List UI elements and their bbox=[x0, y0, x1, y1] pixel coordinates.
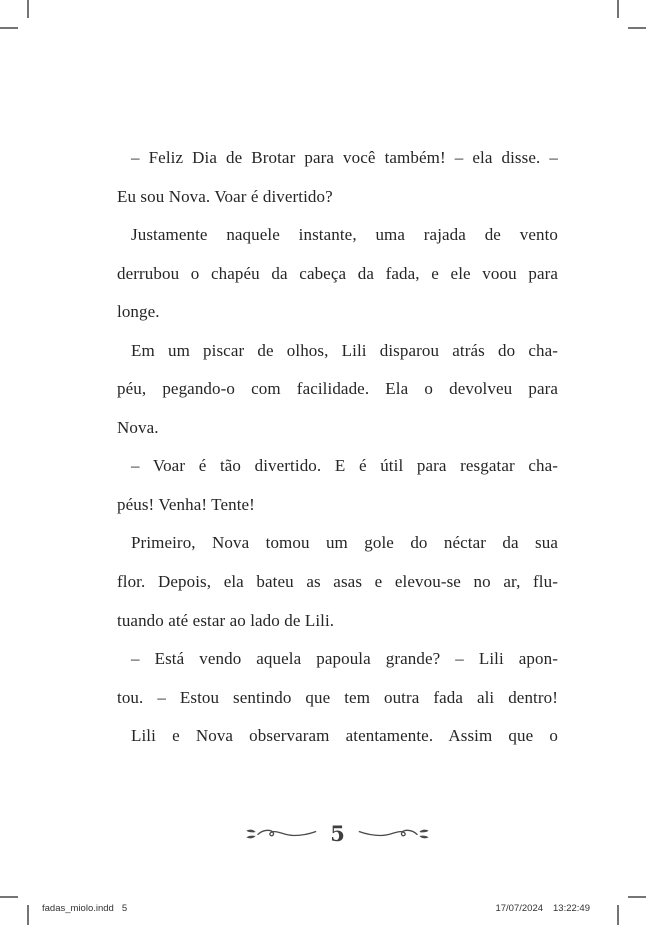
slug-page-number: 5 bbox=[121, 903, 128, 914]
flourish-left-icon bbox=[245, 826, 317, 842]
text-line: Justamente naquele instante, uma rajada de vento bbox=[131, 225, 558, 245]
slug-filename-text: fadas_miolo.indd bbox=[42, 903, 114, 914]
crop-mark-bottom-left-vertical bbox=[27, 905, 29, 925]
text-line: tuando até estar ao lado de Lili. bbox=[117, 610, 335, 630]
text-line: – Voar é tão divertido. E é útil para resgatar cha- bbox=[131, 456, 558, 476]
flourish-right-icon bbox=[358, 826, 430, 842]
slug-date: 17/07/2024 bbox=[495, 903, 544, 914]
text-line: – Está vendo aquela papoula grande? – Lili apon- bbox=[131, 649, 558, 669]
crop-mark-top-right-vertical bbox=[617, 0, 619, 18]
text-block bbox=[117, 139, 558, 756]
crop-mark-top-right-horizontal bbox=[628, 27, 646, 29]
text-line: flor. Depois, ela bateu as asas e elevou-se no ar, flu- bbox=[117, 572, 558, 592]
folio bbox=[117, 818, 558, 850]
text-line: tou. – Estou sentindo que tem outra fada ali dentro! bbox=[117, 687, 558, 707]
text-line: Em um piscar de olhos, Lili disparou atrás do cha- bbox=[131, 340, 558, 360]
text-line: Primeiro, Nova tomou um gole do néctar da sua bbox=[131, 533, 558, 553]
crop-mark-bottom-right-horizontal bbox=[628, 896, 646, 898]
text-line: péus! Venha! Tente! bbox=[117, 494, 255, 514]
text-line: péu, pegando-o com facilidade. Ela o devolveu para bbox=[117, 379, 558, 399]
slug-datetime bbox=[495, 903, 590, 915]
crop-mark-top-left-vertical bbox=[27, 0, 29, 18]
text-line: – Feliz Dia de Brotar para você também! – ela disse. – bbox=[131, 148, 558, 167]
slug-filename bbox=[42, 903, 127, 915]
page-number: 5 bbox=[330, 820, 345, 846]
text-line: Eu sou Nova. Voar é divertido? bbox=[117, 186, 333, 206]
slug-time: 13:22:49 bbox=[553, 903, 590, 914]
text-line: longe. bbox=[117, 302, 160, 322]
text-line: Nova. bbox=[117, 417, 159, 437]
crop-mark-bottom-left-horizontal bbox=[0, 896, 18, 898]
crop-mark-bottom-right-vertical bbox=[617, 905, 619, 925]
crop-mark-top-left-horizontal bbox=[0, 27, 18, 29]
text-line: derrubou o chapéu da cabeça da fada, e ele voou para bbox=[117, 263, 558, 283]
text-line: Lili e Nova observaram atentamente. Assim que o bbox=[131, 726, 558, 746]
